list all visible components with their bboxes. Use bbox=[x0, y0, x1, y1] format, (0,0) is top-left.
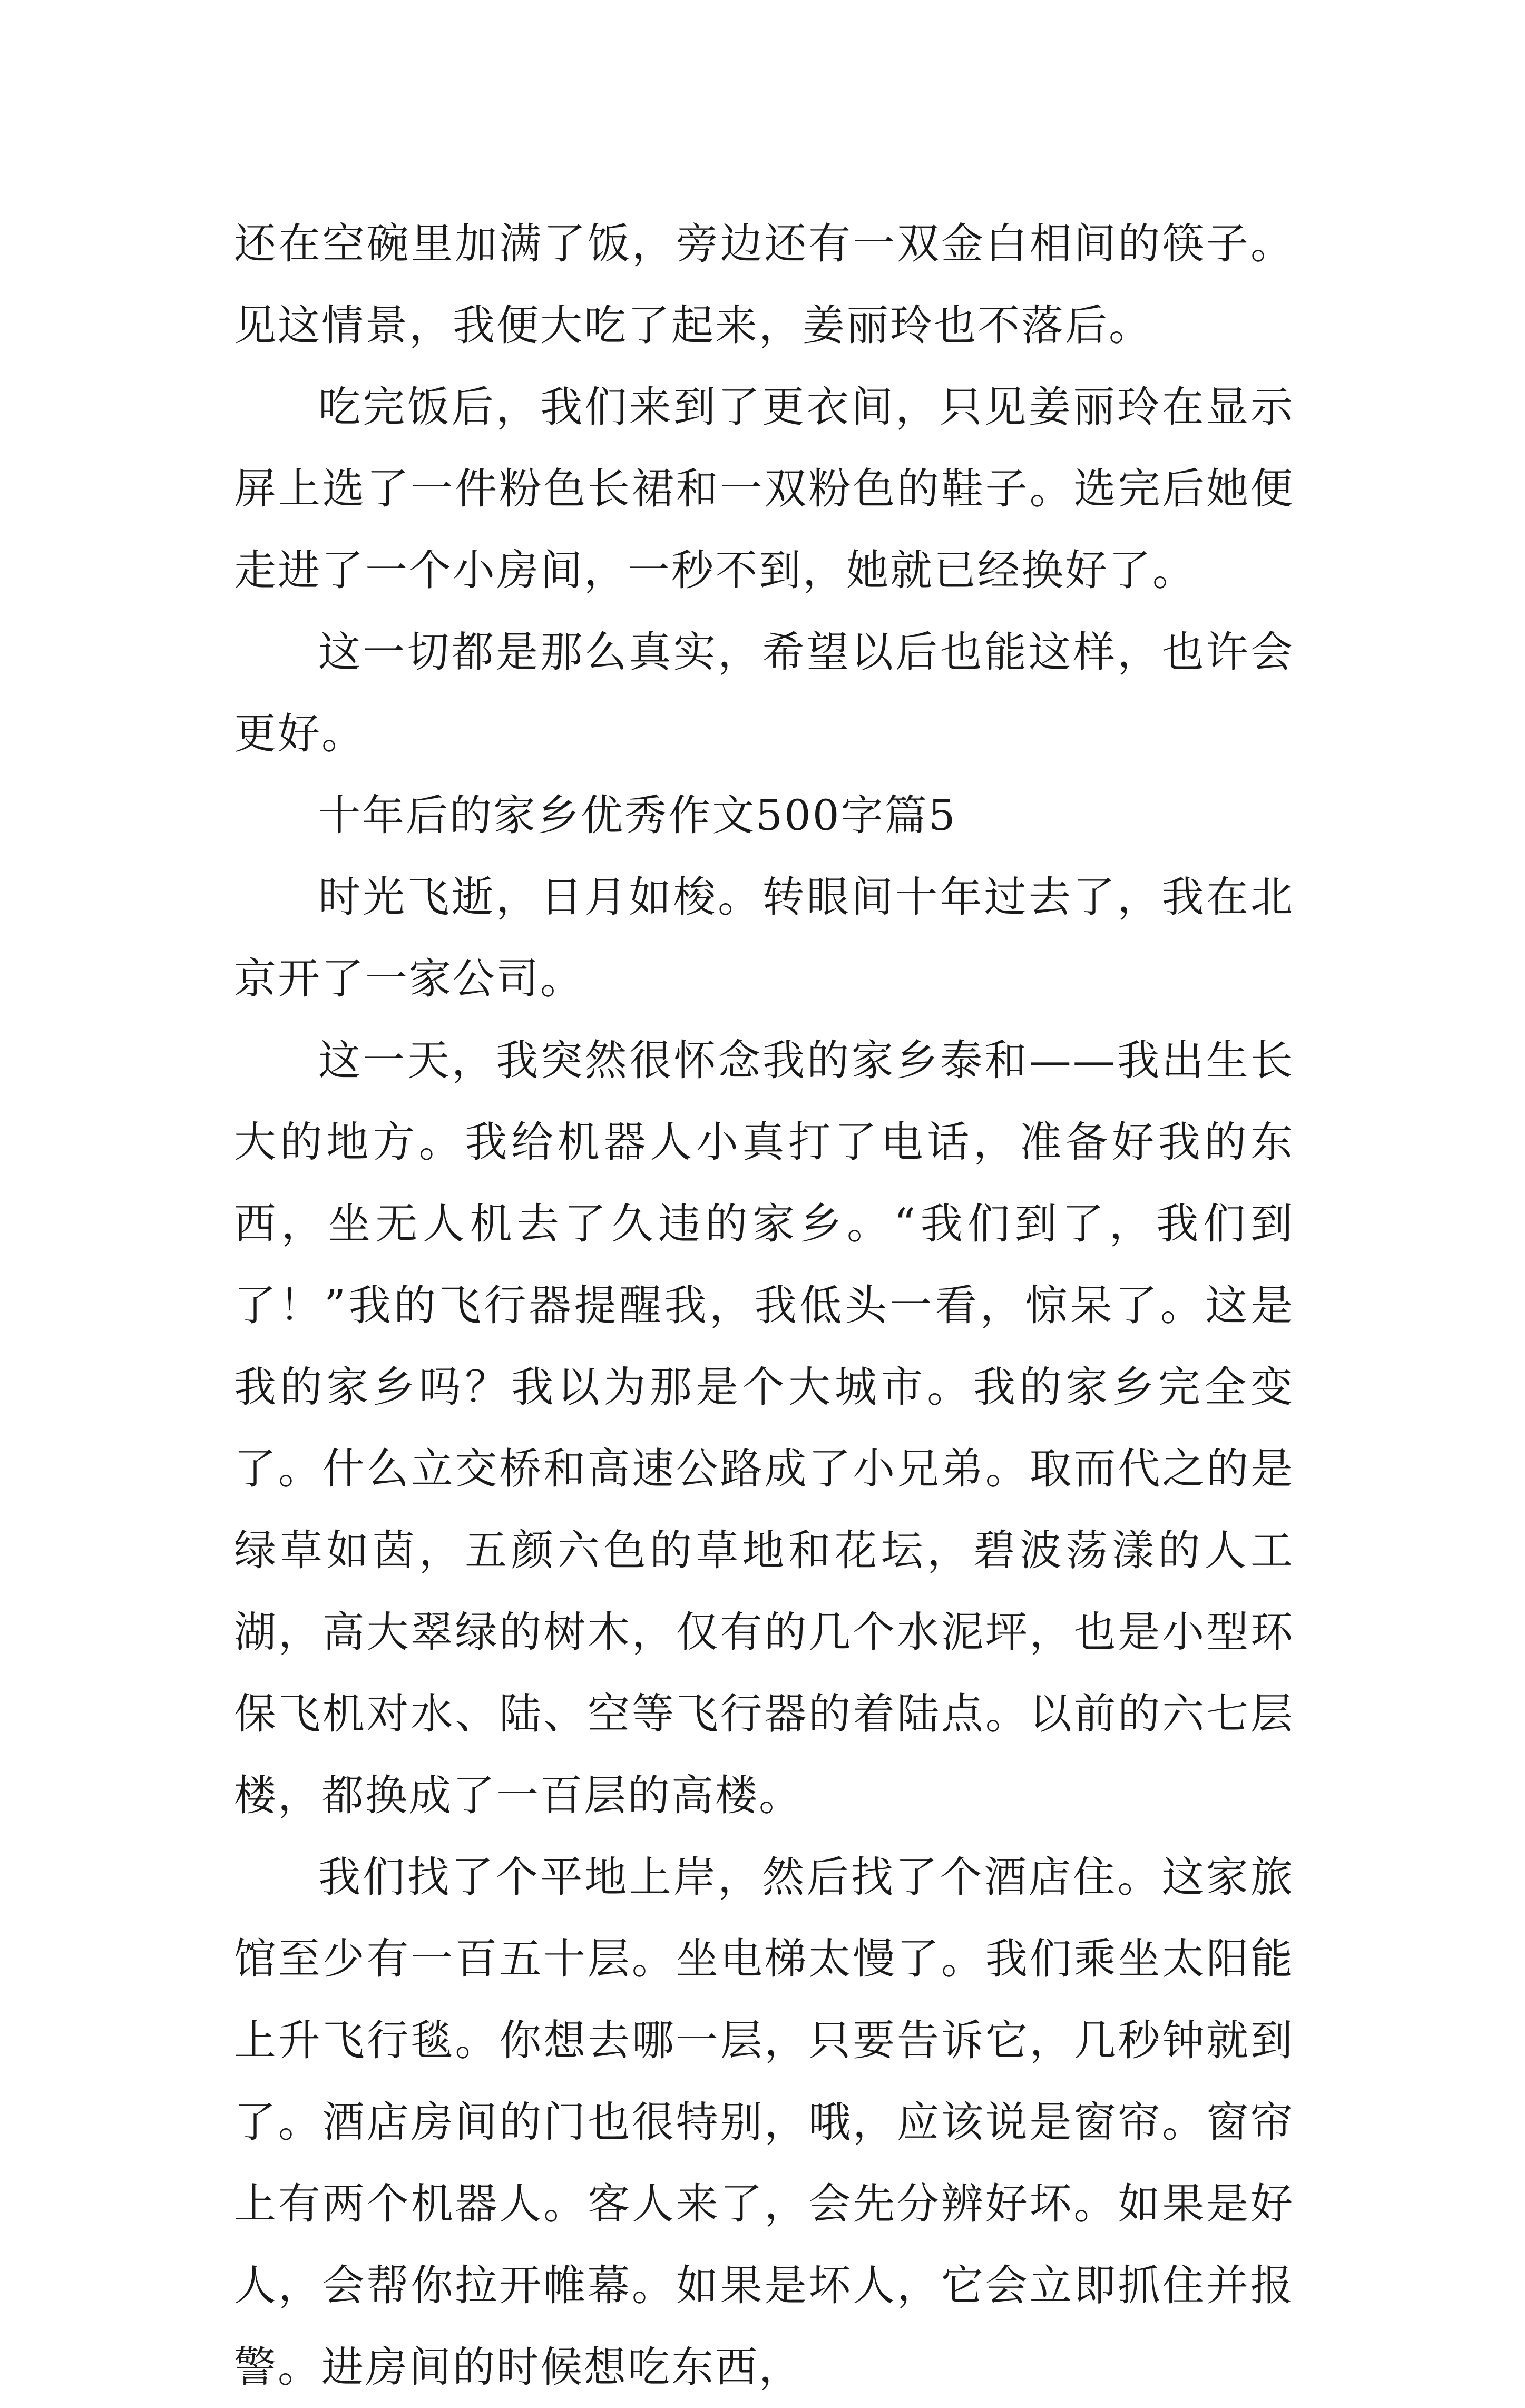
paragraph-continuation: 还在空碗里加满了饭，旁边还有一双金白相间的筷子。见这情景，我便大吃了起来，姜丽玲也不落后。 bbox=[234, 219, 1294, 350]
paragraph: 吃完饭后，我们来到了更衣间，只见姜丽玲在显示屏上选了一件粉色长裙和一双粉色的鞋子。选完后她便走进了一个小房间，一秒不到，她就已经换好了。 bbox=[234, 383, 1294, 595]
paragraph: 这一天，我突然很怀念我的家乡泰和——我出生长大的地方。我给机器人小真打了电话，准备好我的东西，坐无人机去了久违的家乡。“我们到了，我们到了！”我的飞行器提醒我，我低头一看，惊呆了。这是我的家乡吗？我以为那是个大城市。我的家乡完全变了。什么立交桥和高速公路成了小兄弟。取而代之的是绿草如茵，五颜六色的草地和花坛，碧波荡漾的人工湖，高大翠绿的树木，仅有的几个水泥坪，也是小型环保飞机对水、陆、空等飞行器的着陆点。以前的六七层楼，都换成了一百层的高楼。 bbox=[234, 1036, 1294, 1820]
paragraph: 这一切都是那么真实，希望以后也能这样，也许会更好。 bbox=[234, 628, 1294, 758]
section-heading: 十年后的家乡优秀作文500字篇5 bbox=[318, 791, 957, 840]
document-body bbox=[234, 203, 1294, 2408]
paragraph: 我们找了个平地上岸，然后找了个酒店住。这家旅馆至少有一百五十层。坐电梯太慢了。我们乘坐太阳能上升飞行毯。你想去哪一层，只要告诉它，几秒钟就到了。酒店房间的门也很特别，哦，应该说是窗帘。窗帘上有两个机器人。客人来了，会先分辨好坏。如果是好人，会帮你拉开帷幕。如果是坏人，它会立即抓住并报警。进房间的时候想吃东西， bbox=[234, 1853, 1294, 2392]
paragraph: 时光飞逝，日月如梭。转眼间十年过去了，我在北京开了一家公司。 bbox=[234, 873, 1294, 1003]
